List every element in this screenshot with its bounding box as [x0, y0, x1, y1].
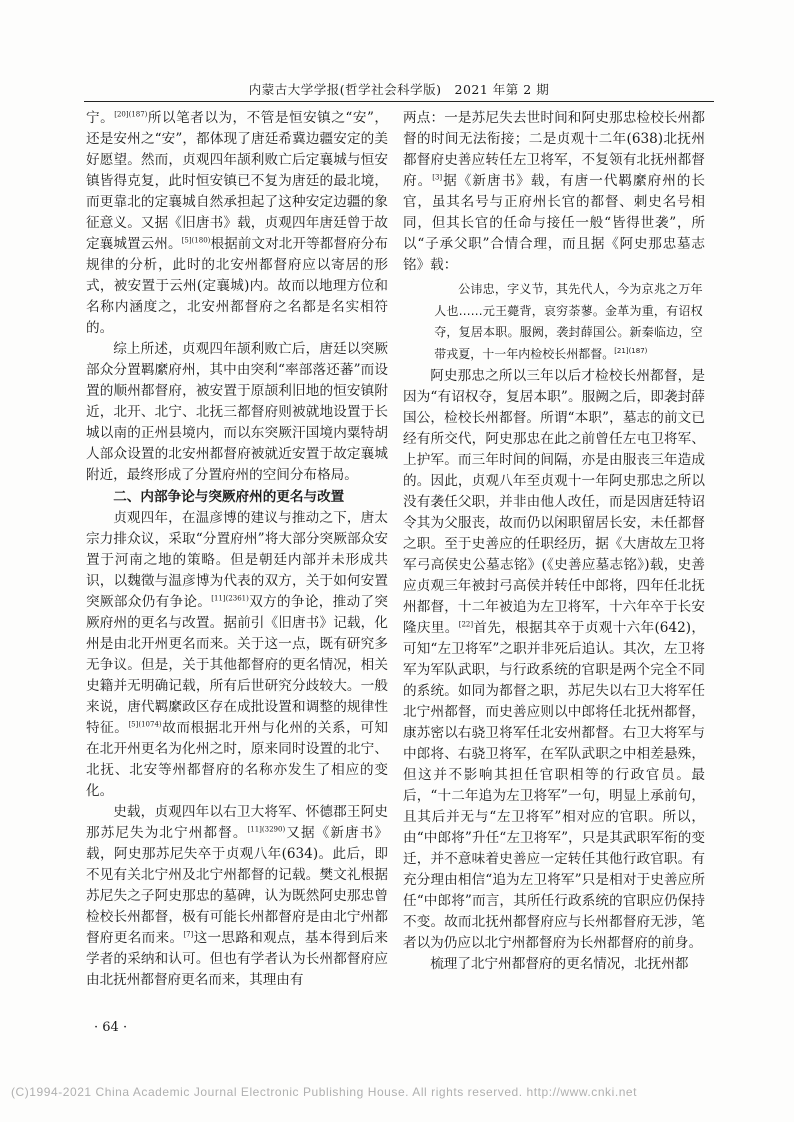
citation: [7]: [183, 930, 194, 939]
left-column: [86, 108, 388, 991]
citation: [5](180): [181, 236, 211, 245]
copyright-footer: (C)1994-2021 China Academic Journal Electronic Publishing House. All rights reserved. http://www.cnki.net: [11, 1085, 638, 1099]
paragraph: 梳理了北宁州都督府的更名情况，北抚州都: [430, 956, 689, 972]
citation: [3]: [432, 173, 443, 182]
citation: [11](3290): [247, 825, 286, 834]
paragraph: 宁。$^{[20](187)}$所以笔者以为，不管是恒安镇之“安”，还是安州之“安”，都体现了唐廷希冀边疆安定的美好愿望。然而，贞观四年颉利败亡后定襄城与恒安镇皆得克复，此时恒安镇已不复为唐廷的最北境，而更靠北的定襄城自然承担起了这种安定边疆的象征意义。又据《旧唐书》载，贞观四年唐廷曾于故定襄城置云州。$^{[5](180)}$根据前文对北开等都督府分布规律的分析，此时的北安州都督府应以寄居的形式，被安置于云州(定襄城)内。故而以地理方位和名称内涵度之，北安州都督府之名都是名实相符的。: [86, 110, 389, 336]
paragraph: 综上所述，贞观四年颉利败亡后，唐廷以突厥部众分置羁縻府州，其中由突利“率部落还蕃”而设置的顺州都督府，被安置于原颉利旧地的恒安镇附近，北开、北宁、北抚三都督府则被就地设置于长城以南的正州县境内，而以东突厥汗国境内粟特胡人部众设置的北安州都督府被就近安置于故定襄城附近，最终形成了分置府州的空间分布格局。: [86, 341, 388, 483]
paragraph: 贞观四年，在温彦博的建议与推动之下，唐太宗力排众议，采取“分置府州”将大部分突厥部众安置于河南之地的策略。但是朝廷内部并未形成共识，以魏徵与温彦博为代表的双方，关于如何安置突厥部众仍有争论。$^{[11](2361)}$双方的争论，推动了突厥府州的更名与改置。据前引《旧唐书》记载，化州是由北开州更名而来。关于这一点，既有研究多无争议。但是，关于其他都督府的更名情况，相关史籍并无明确记载，所有后世研究分歧较大。一般来说，唐代羁縻政区存在成批设置和调整的规律性特征。$^{[5](1074)}$故而根据北开州与化州的关系，可知在北开州更名为化州之时，原来同时设置的北宁、北抚、北安等州都督府的名称亦发生了相应的变化。: [86, 510, 389, 799]
citation: [11](2361): [211, 594, 249, 603]
citation: [5](1074): [128, 720, 162, 729]
citation: [21](187): [614, 346, 648, 355]
citation: [20](187): [114, 110, 148, 119]
block-quote: [403, 279, 705, 365]
citation: [22]: [458, 620, 474, 629]
page-number: · 64 ·: [94, 1020, 128, 1035]
paragraph: 史载，贞观四年以右卫大将军、怀德郡王阿史那苏尼失为北宁州都督。$^{[11](3290)}$又据《新唐书》载，阿史那苏尼失卒于贞观八年(634)。此后，即不见有关北宁州及北宁州都督的记载。樊文礼根据苏尼失之子阿史那忠的墓碑，认为既然阿史那忠曾检校长州都督，极有可能长州都督府是由北宁州都督府更名而来。[7]这一思路和观点，基本得到后来学者的采纳和认可。但也有学者认为长州都督府应由北抚州都督府更名而来，其理由有: [86, 804, 389, 988]
paragraph: 两点：一是苏尼失去世时间和阿史那忠检校长州都督的时间无法衔接；二是贞观十二年(638)北抚州都督府史善应转任左卫将军，不复领有北抚州都督府。[3]据《新唐书》载，有唐一代羁縻府州的长官，虽其名号与正府州长官的都督、刺史名号相同，但其长官的任命与接任一般“皆得世袭”，所以“子承父职”合情合理，而且据《阿史那忠墓志铭》载：: [403, 110, 706, 273]
running-header: 内蒙古大学学报(哲学社会科学版) 2021 年第 2 期: [248, 82, 550, 97]
header-rule: [84, 101, 714, 102]
quote-text: 公讳忠，字义节，其先代人，今为京兆之万年人也……元王薨背，哀穷荼蓼。金革为重，有诏权夺，复居本职。服阙，袭封薛国公。新秦临边，空带戎夏，十一年内检校长州都督。$^{[21](187)}$: [434, 282, 703, 361]
section-heading: 二、内部争论与突厥府州的更名与改置: [113, 489, 345, 505]
right-column: [403, 108, 705, 975]
paragraph: 阿史那忠之所以三年以后才检校长州都督，是因为“有诏权夺，复居本职”。服阙之后，即袭封薛国公，检校长州都督。所谓“本职”，墓志的前文已经有所交代，阿史那忠在此之前曾任左屯卫将军、上护军。而三年时间的间隔，亦是由服丧三年造成的。因此，贞观八年至贞观十一年阿史那忠之所以没有袭任父职，并非由他人改任，而是因唐廷特诏令其为父服丧，故而仍以闲职留居长安，未任都督之职。至于史善应的任职经历，据《大唐故左卫将军弓高侯史公墓志铭》(《史善应墓志铭》)载，史善应贞观三年被封弓高侯并转任中郎将，四年任北抚州都督，十二年被追为左卫将军，十六年卒于长安隆庆里。[22]首先，根据其卒于贞观十六年(642)，可知“左卫将军”之职并非死后追认。其次，左卫将军为军队武职，与行政系统的官职是两个完全不同的系统。如同为都督之职，苏尼失以右卫大将军任北宁州都督，而史善应则以中郎将任北抚州都督，康苏密以右骁卫将军任北安州都督。右卫大将军与中郎将、右骁卫将军，在军队武职之中相差悬殊，但这并不影响其担任官职相等的行政官员。最后，“十二年追为左卫将军”一句，明显上承前句，且其后并无与“左卫将军”相对应的官职。所以，由“中郎将”升任“左卫将军”，只是其武职军衔的变迁，并不意味着史善应一定转任其他行政官职。有充分理由相信“追为左卫将军”只是相对于史善应所任“中郎将”而言，其所任行政系统的官职应仍保持不变。故而北抚州都督府应与长州都督府无涉，笔者以为仍应以北宁州都督府为长州都督府的前身。: [403, 368, 705, 951]
